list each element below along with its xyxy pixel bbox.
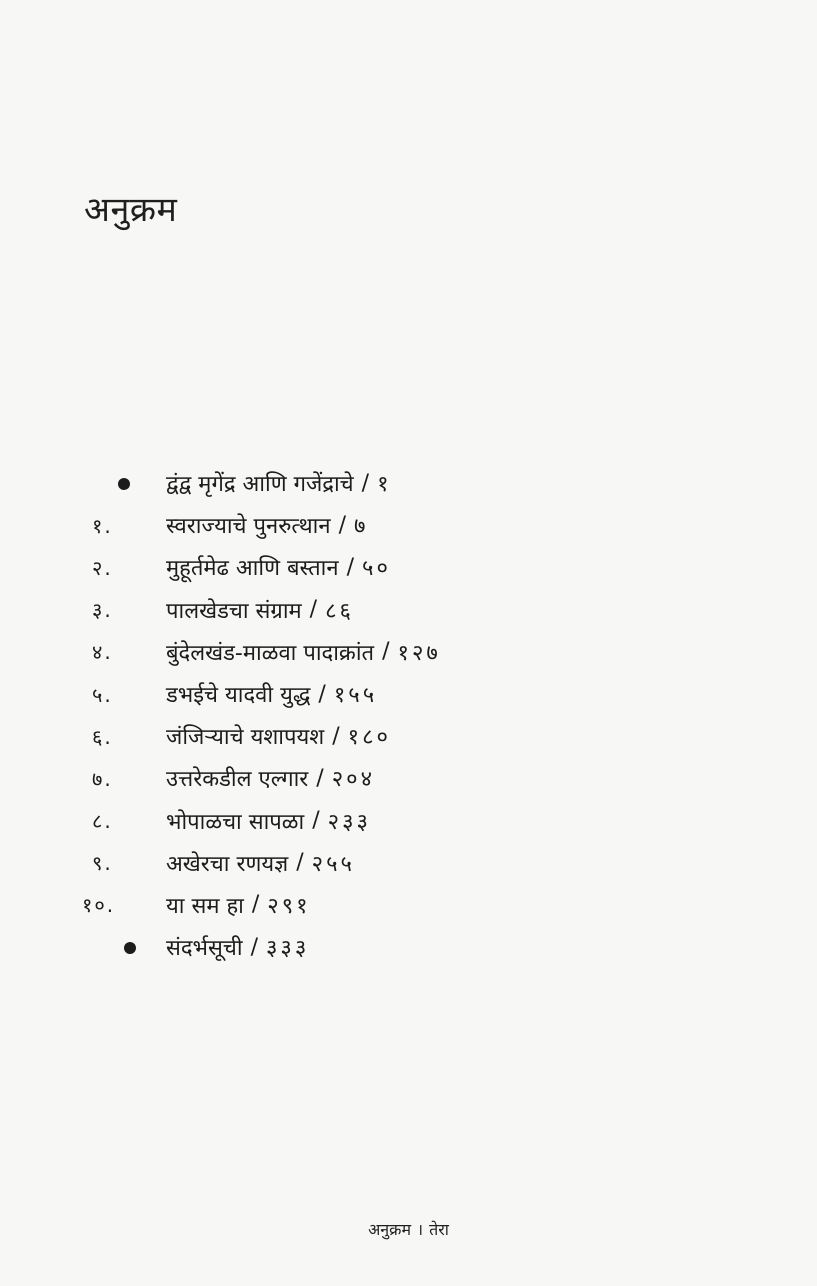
toc-chapter-number: १. [92, 513, 113, 538]
toc-entry [80, 800, 680, 842]
toc-separator: / [318, 681, 326, 707]
toc-separator: / [332, 723, 340, 749]
page-footer [0, 1218, 817, 1240]
toc-page-number: ८६ [325, 598, 354, 624]
toc-chapter-number: २. [92, 555, 113, 580]
toc-chapter-number: ९. [92, 851, 113, 876]
toc-chapter-number: ४. [92, 640, 113, 665]
footer-page-number: तेरा [429, 1220, 449, 1239]
toc-separator: / [309, 597, 318, 623]
toc-entry [80, 757, 680, 799]
toc-separator: / [338, 512, 346, 538]
toc-page-number: १२७ [397, 640, 441, 666]
toc-entry [80, 589, 680, 631]
toc-page-number: ५० [362, 556, 391, 582]
toc-entry [80, 926, 680, 968]
toc-page-number: २३३ [327, 809, 371, 835]
toc-entry [80, 884, 680, 926]
toc-separator: / [251, 892, 260, 918]
toc-separator: / [382, 639, 390, 665]
toc-entry [80, 631, 680, 673]
toc-page-number: २०४ [331, 767, 376, 793]
toc-chapter-number: ३. [92, 598, 113, 623]
toc-entry [80, 842, 680, 884]
toc-chapter-number: ७. [92, 766, 113, 791]
toc-entry [80, 546, 680, 588]
toc-entry-title: संदर्भसूची [166, 936, 243, 962]
page-title: अनुक्रम [84, 189, 178, 230]
toc-chapter-number: ८. [92, 809, 113, 834]
bullet-icon [118, 478, 130, 490]
toc-page-number: ३३३ [265, 936, 310, 962]
toc-chapter-number: १०. [82, 893, 116, 918]
toc-separator: / [316, 765, 324, 791]
toc-entry-title: डभईचे यादवी युद्ध [166, 683, 311, 709]
footer-section: अनुक्रम [368, 1220, 412, 1239]
toc-entry-title: पालखेडचा संग्राम [166, 598, 302, 624]
toc-entry-title: बुंदेलखंड-माळवा पादाक्रांत [166, 640, 375, 666]
toc-separator: / [312, 808, 320, 834]
bullet-icon [124, 942, 136, 954]
toc-bullet [80, 935, 166, 959]
toc-separator: / [296, 850, 304, 876]
toc-page-number: २९१ [267, 893, 311, 919]
toc-entry [80, 715, 680, 757]
toc-page-number: ७ [353, 514, 369, 540]
toc-page-number: २५५ [311, 851, 355, 877]
table-of-contents [80, 462, 680, 968]
toc-entry [80, 504, 680, 546]
toc-entry-title: भोपाळचा सापळा [166, 809, 305, 835]
toc-entry-title: या सम हा [166, 893, 244, 919]
toc-entry-title: अखेरचा रणयज्ञ [166, 851, 289, 877]
toc-entry [80, 673, 680, 715]
toc-entry-title: स्वराज्याचे पुनरुत्थान [166, 514, 331, 540]
toc-bullet [80, 471, 166, 495]
toc-entry [80, 462, 680, 504]
toc-separator: / [346, 554, 354, 580]
toc-page-number: १८० [347, 725, 391, 751]
toc-page-number: १५५ [333, 683, 378, 709]
toc-page-number: १ [377, 472, 392, 498]
toc-separator: / [361, 470, 370, 496]
footer-divider: । [417, 1220, 424, 1239]
toc-separator: / [250, 934, 258, 960]
toc-entry-title: जंजिऱ्याचे यशापयश [166, 725, 325, 751]
toc-entry-title: मुहूर्तमेढ आणि बस्तान [166, 556, 339, 582]
toc-chapter-number: ६. [92, 724, 113, 749]
toc-chapter-number: ५. [92, 682, 113, 707]
toc-entry-title: उत्तरेकडील एल्गार [166, 767, 309, 793]
toc-entry-title: द्वंद्व मृगेंद्र आणि गजेंद्राचे [166, 472, 354, 498]
